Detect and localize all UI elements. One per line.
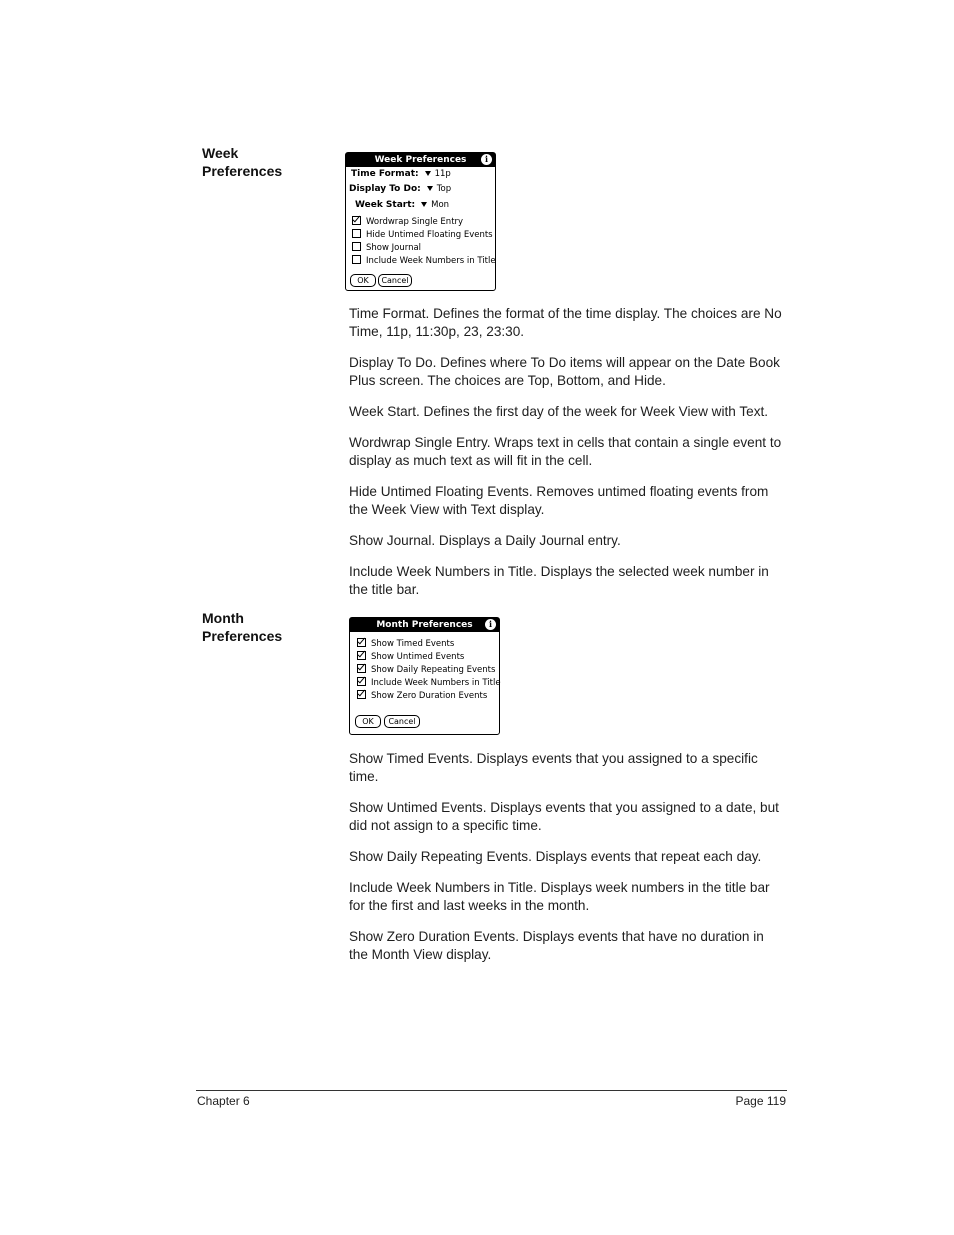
checkbox-checked-icon (357, 651, 366, 660)
checkbox-wordwrap[interactable] (352, 216, 463, 228)
time-format-value: 11p (434, 169, 451, 179)
dropdown-triangle-icon (421, 202, 427, 207)
checkbox-show-daily-repeating[interactable] (357, 664, 495, 676)
month-preferences-body (349, 750, 785, 977)
week-start-row[interactable] (355, 199, 449, 211)
week-preferences-body (349, 305, 785, 612)
paragraph-week-start: Week Start. Defines the first day of the week for Week View with Text. (349, 404, 769, 419)
paragraph-show-daily-repeating: Show Daily Repeating Events. Displays events that repeat each day. (349, 849, 762, 864)
checkbox-zero-duration[interactable] (357, 690, 487, 702)
checkbox-label: Show Daily Repeating Events (371, 665, 496, 675)
month-heading-line2: Preferences (202, 628, 283, 644)
week-heading-line2: Preferences (202, 163, 283, 179)
ok-button[interactable]: OK (350, 274, 376, 287)
checkbox-label: Show Untimed Events (371, 652, 465, 662)
info-icon[interactable]: i (481, 154, 492, 165)
paragraph-show-journal: Show Journal. Displays a Daily Journal entry. (349, 533, 621, 548)
week-start-label: Week Start: (355, 200, 416, 210)
ok-button[interactable]: OK (355, 715, 381, 728)
checkbox-label: Wordwrap Single Entry (366, 217, 464, 227)
month-heading-line1: Month (202, 610, 244, 626)
dropdown-triangle-icon (425, 171, 431, 176)
time-format-row[interactable] (351, 168, 451, 180)
dialog-title-bar (346, 153, 495, 167)
dropdown-triangle-icon (427, 186, 433, 191)
checkbox-label: Show Timed Events (371, 639, 455, 649)
paragraph-zero-duration: Show Zero Duration Events. Displays events that have no duration in the Month View display. (349, 929, 764, 962)
display-todo-label: Display To Do: (349, 184, 421, 194)
paragraph-time-format: Time Format. Defines the format of the time display. The choices are No Time, 11p, 11:30p, 23, 23:30. (349, 306, 782, 339)
dialog-title: Week Preferences (374, 155, 467, 165)
checkbox-checked-icon (357, 638, 366, 647)
checkbox-checked-icon (357, 664, 366, 673)
checkbox-empty-icon (352, 229, 361, 238)
checkbox-show-untimed[interactable] (357, 651, 464, 663)
time-format-label: Time Format: (351, 169, 419, 179)
week-preferences-dialog (345, 152, 496, 291)
checkbox-empty-icon (352, 255, 361, 264)
dialog-title-bar (350, 618, 499, 632)
footer-page-number: Page 119 (735, 1094, 786, 1108)
checkbox-checked-icon (352, 216, 361, 225)
checkbox-label: Show Journal (366, 243, 422, 253)
week-start-value: Mon (431, 200, 450, 210)
week-preferences-heading (202, 144, 332, 180)
checkbox-label: Hide Untimed Floating Events (366, 230, 493, 240)
checkbox-label: Show Zero Duration Events (371, 691, 488, 701)
paragraph-hide-untimed: Hide Untimed Floating Events. Removes untimed floating events from the Week View with Text display. (349, 484, 769, 517)
footer-divider (196, 1090, 787, 1091)
paragraph-show-untimed: Show Untimed Events. Displays events that you assigned to a date, but did not assign to a specific time. (349, 800, 779, 833)
info-icon[interactable]: i (485, 619, 496, 630)
month-preferences-heading (202, 609, 332, 645)
paragraph-wordwrap: Wordwrap Single Entry. Wraps text in cells that contain a single event to display as much text as will fit in the cell. (349, 435, 782, 468)
checkbox-show-journal[interactable] (352, 242, 421, 254)
paragraph-display-todo: Display To Do. Defines where To Do items will appear on the Date Book Plus screen. The choices are Top, Bottom, and Hide. (349, 355, 780, 388)
checkbox-week-numbers[interactable] (352, 255, 496, 267)
paragraph-week-numbers: Include Week Numbers in Title. Displays week numbers in the title bar for the first and last weeks in the month. (349, 880, 770, 913)
paragraph-show-timed: Show Timed Events. Displays events that you assigned to a specific time. (349, 751, 758, 784)
cancel-button[interactable]: Cancel (384, 715, 420, 728)
checkbox-label: Include Week Numbers in Title (366, 256, 496, 266)
checkbox-empty-icon (352, 242, 361, 251)
checkbox-show-timed[interactable] (357, 638, 454, 650)
month-preferences-dialog (349, 617, 500, 735)
checkbox-checked-icon (357, 677, 366, 686)
checkbox-hide-untimed[interactable] (352, 229, 493, 241)
checkbox-label: Include Week Numbers in Title (371, 678, 501, 688)
checkbox-week-numbers[interactable] (357, 677, 501, 689)
display-todo-row[interactable] (349, 183, 451, 195)
footer-chapter: Chapter 6 (197, 1094, 250, 1108)
dialog-title: Month Preferences (376, 620, 473, 630)
week-heading-line1: Week (202, 145, 239, 161)
display-todo-value: Top (436, 184, 452, 194)
cancel-button[interactable]: Cancel (378, 274, 412, 287)
checkbox-checked-icon (357, 690, 366, 699)
paragraph-week-numbers: Include Week Numbers in Title. Displays the selected week number in the title bar. (349, 564, 769, 597)
